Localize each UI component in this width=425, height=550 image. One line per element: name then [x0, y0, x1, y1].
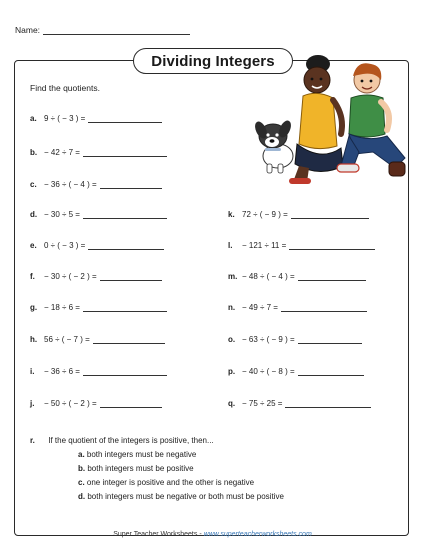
name-label: Name: — [15, 25, 41, 35]
problem-j — [30, 398, 162, 408]
footer-url[interactable]: www.superteacherworksheets.com — [203, 531, 312, 538]
kids-and-dog-illustration — [245, 50, 407, 186]
problem-expression: 0 ÷ ( − 3 ) = — [44, 241, 86, 250]
problem-label: p. — [228, 367, 236, 376]
problem-expression: − 49 ÷ 7 = — [242, 303, 278, 312]
answer-line[interactable] — [291, 209, 369, 219]
answer-line[interactable] — [88, 240, 164, 250]
answer-line[interactable] — [93, 334, 165, 344]
problem-m — [228, 271, 366, 281]
option-text: one integer is positive and the other is negative — [86, 478, 255, 487]
answer-line[interactable] — [100, 179, 162, 189]
problem-c — [30, 179, 162, 189]
answer-line[interactable] — [83, 209, 167, 219]
problem-label: c. — [30, 180, 37, 189]
answer-line[interactable] — [298, 366, 364, 376]
option-label: d. — [78, 492, 86, 501]
option-label: a. — [78, 450, 85, 459]
answer-line[interactable] — [100, 398, 162, 408]
problem-expression: − 121 ÷ 11 = — [242, 241, 287, 250]
question-text: If the quotient of the integers is positive, then... — [48, 436, 214, 445]
problem-label: q. — [228, 399, 236, 408]
problem-expression: − 36 ÷ ( − 4 ) = — [44, 180, 97, 189]
problem-label: i. — [30, 367, 35, 376]
problem-expression: − 42 ÷ 7 = — [44, 148, 80, 157]
problem-expression: − 30 ÷ ( − 2 ) = — [44, 272, 97, 281]
question-r — [30, 436, 214, 445]
problem-expression: 56 ÷ ( − 7 ) = — [44, 335, 90, 344]
answer-line[interactable] — [88, 113, 162, 123]
answer-line[interactable] — [100, 271, 162, 281]
problem-g — [30, 302, 167, 312]
problem-expression: − 30 ÷ 5 = — [44, 210, 80, 219]
option-a[interactable] — [78, 450, 196, 459]
footer — [0, 531, 425, 538]
problem-k — [228, 209, 369, 219]
problem-label: o. — [228, 335, 236, 344]
problem-label: a. — [30, 114, 37, 123]
answer-line[interactable] — [281, 302, 367, 312]
problem-expression: − 40 ÷ ( − 8 ) = — [242, 367, 295, 376]
worksheet-title: Dividing Integers — [133, 48, 293, 74]
problem-expression: − 18 ÷ 6 = — [44, 303, 80, 312]
problem-expression: − 48 ÷ ( − 4 ) = — [242, 272, 295, 281]
answer-line[interactable] — [289, 240, 375, 250]
problem-b — [30, 147, 167, 157]
problem-expression: 9 ÷ ( − 3 ) = — [44, 114, 86, 123]
instructions: Find the quotients. — [30, 83, 100, 93]
answer-line[interactable] — [83, 302, 167, 312]
problem-expression: − 50 ÷ ( − 2 ) = — [44, 399, 97, 408]
option-text: both integers must be positive — [87, 464, 194, 473]
problem-h — [30, 334, 165, 344]
problem-label: l. — [228, 241, 233, 250]
problem-expression: 72 ÷ ( − 9 ) = — [242, 210, 288, 219]
problem-label: e. — [30, 241, 37, 250]
problem-a — [30, 113, 162, 123]
problem-expression: − 63 ÷ ( − 9 ) = — [242, 335, 295, 344]
answer-line[interactable] — [298, 334, 362, 344]
option-b[interactable] — [78, 464, 194, 473]
problem-l — [228, 240, 375, 250]
problem-f — [30, 271, 162, 281]
problem-p — [228, 366, 364, 376]
problem-expression: − 36 ÷ 6 = — [44, 367, 80, 376]
option-text: both integers must be negative — [86, 450, 197, 459]
footer-brand: Super Teacher Worksheets — [113, 531, 198, 538]
option-label: b. — [78, 464, 86, 473]
problem-d — [30, 209, 167, 219]
problem-label: b. — [30, 148, 38, 157]
problem-q — [228, 398, 371, 408]
problem-label: m. — [228, 272, 238, 281]
girl-figure — [289, 55, 343, 184]
boy-figure — [337, 63, 405, 176]
option-c[interactable] — [78, 478, 254, 487]
question-label: r. — [30, 436, 35, 445]
problem-label: j. — [30, 399, 35, 408]
problem-label: d. — [30, 210, 38, 219]
name-input-line[interactable] — [43, 25, 190, 35]
problem-expression: − 75 ÷ 25 = — [242, 399, 283, 408]
footer-separator: - — [197, 531, 204, 538]
problem-i — [30, 366, 167, 376]
problem-e — [30, 240, 164, 250]
option-text: both integers must be negative or both must be positive — [87, 492, 284, 501]
problem-n — [228, 302, 367, 312]
option-label: c. — [78, 478, 85, 487]
problem-label: g. — [30, 303, 38, 312]
dog-icon — [253, 119, 294, 173]
problem-label: f. — [30, 272, 35, 281]
answer-line[interactable] — [83, 366, 167, 376]
problem-label: h. — [30, 335, 38, 344]
name-row — [15, 25, 190, 35]
answer-line[interactable] — [285, 398, 371, 408]
answer-line[interactable] — [298, 271, 366, 281]
answer-line[interactable] — [83, 147, 167, 157]
problem-label: k. — [228, 210, 235, 219]
problem-o — [228, 334, 362, 344]
option-d[interactable] — [78, 492, 284, 501]
problem-label: n. — [228, 303, 236, 312]
